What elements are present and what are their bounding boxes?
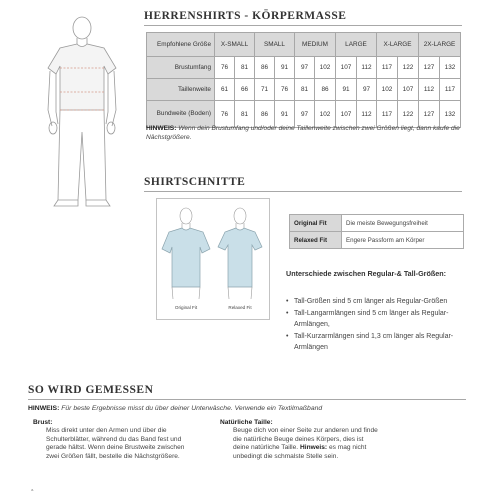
table-cell: 86 [315, 79, 336, 101]
hint-text: Für beste Ergebnisse misst du über deiner Unterwäsche. Verwende ein Textilmaßband [61, 405, 323, 412]
fit-table [289, 214, 464, 249]
table-cell: 97 [295, 57, 315, 79]
size-header: MEDIUM [295, 33, 336, 57]
table-cell: 122 [398, 57, 419, 79]
table-cell: 122 [398, 101, 419, 128]
table-cell: 107 [398, 79, 419, 101]
regular-tall-list [286, 296, 476, 354]
waist-text: Beuge dich von einer Seite zur anderen und finde die natürliche Beuge deines Körpers, dies ist deine natürliche Taille. [233, 427, 378, 452]
row-label: Bundweite (Boden) [147, 101, 215, 128]
table-row [147, 79, 461, 101]
waist-text-block [220, 427, 380, 461]
size-chart-title: HERRENSHIRTS - KÖRPERMASSE [144, 10, 347, 22]
table-row [290, 215, 464, 232]
table-cell: 102 [315, 101, 336, 128]
title-divider [144, 25, 462, 26]
size-header: X-LARGE [377, 33, 419, 57]
waist-hint-text: es mag nicht unbedingt die schmalste Stelle sein. [233, 444, 367, 460]
chest-text: Miss direkt unter den Armen und über die Schulterblätter, während du das Band fest und gerade hältst. Wenn deine Brustweite zwischen zwei Größen fällt, bestelle die Nächstgrößere. [46, 427, 185, 460]
table-cell: 76 [275, 79, 295, 101]
table-cell: 127 [419, 101, 440, 128]
row-label: Taillenweite [147, 79, 215, 101]
table-cell: 81 [235, 57, 255, 79]
list-item: • Tall-Größen sind 5 cm länger als Regular-Größen [286, 296, 476, 308]
size-header: X-SMALL [215, 33, 255, 57]
table-cell: 81 [235, 101, 255, 128]
body-measurement-figure [38, 14, 126, 210]
relaxed-fit-shirt-image [215, 203, 265, 299]
shirt-cuts-title: SHIRTSCHNITTE [144, 176, 246, 188]
table-cell: 97 [357, 79, 377, 101]
table-cell: 86 [255, 57, 275, 79]
table-cell: 117 [440, 79, 461, 101]
shirt-fit-illustration [156, 198, 270, 320]
table-row [147, 57, 461, 79]
size-table-corner: Empfohlene Größe [147, 33, 215, 57]
original-fit-caption: Original Fit [174, 305, 198, 310]
table-cell: 91 [275, 57, 295, 79]
fit-description: Engere Passform am Körper [342, 232, 464, 249]
fit-description: Die meiste Bewegungsfreiheit [342, 215, 464, 232]
waist-instructions [220, 419, 380, 461]
title-divider [28, 399, 466, 400]
hint-label: HINWEIS: [28, 405, 60, 412]
table-cell: 71 [255, 79, 275, 101]
size-table [146, 32, 461, 128]
table-cell: 117 [377, 101, 398, 128]
hint-text: Wenn dein Brustumfang und/oder deine Taillenweite zwischen zwei Größen liegt, dann kaufe die Nächstgrößere. [146, 125, 460, 141]
list-item: • Tall-Langarmlängen sind 5 cm länger als Regular-Armlängen, [286, 308, 476, 331]
size-header: 2X-LARGE [419, 33, 461, 57]
table-cell: 112 [419, 79, 440, 101]
how-to-measure-title: SO WIRD GEMESSEN [28, 384, 154, 396]
table-cell: 117 [377, 57, 398, 79]
table-cell: 112 [357, 57, 377, 79]
fit-name: Relaxed Fit [290, 232, 342, 249]
original-fit-shirt-image [161, 203, 211, 299]
table-cell: 107 [336, 101, 357, 128]
table-cell: 61 [215, 79, 235, 101]
table-cell: 91 [275, 101, 295, 128]
table-cell: 91 [336, 79, 357, 101]
table-cell: 102 [315, 57, 336, 79]
row-label: Brustumfang [147, 57, 215, 79]
table-cell: 81 [295, 79, 315, 101]
table-cell: 66 [235, 79, 255, 101]
waist-title: Natürliche Taille: [220, 419, 273, 426]
relaxed-fit-caption: Relaxed Fit [228, 305, 252, 310]
table-cell: 132 [440, 101, 461, 128]
title-divider [144, 191, 462, 192]
fit-name: Original Fit [290, 215, 342, 232]
table-cell: 86 [255, 101, 275, 128]
size-header: LARGE [336, 33, 377, 57]
table-cell: 132 [440, 57, 461, 79]
table-cell: 107 [336, 57, 357, 79]
size-header: SMALL [255, 33, 295, 57]
measure-hint [28, 404, 468, 413]
table-cell: 127 [419, 57, 440, 79]
hint-label: HINWEIS: [146, 125, 177, 132]
table-cell: 76 [215, 57, 235, 79]
table-cell: 76 [215, 101, 235, 128]
footer-mark: a. [31, 487, 35, 492]
regular-tall-heading: Unterschiede zwischen Regular-& Tall-Größen: [286, 269, 447, 278]
table-cell: 102 [377, 79, 398, 101]
chest-title: Brust: [33, 419, 53, 426]
waist-hint-label: Hinweis: [299, 444, 328, 452]
table-cell: 112 [357, 101, 377, 128]
chest-instructions [33, 419, 193, 461]
table-cell: 97 [295, 101, 315, 128]
list-item: • Tall-Kurzarmlängen sind 1,3 cm länger als Regular-Armlängen [286, 331, 476, 354]
table-row [290, 232, 464, 249]
size-hint [146, 124, 466, 142]
